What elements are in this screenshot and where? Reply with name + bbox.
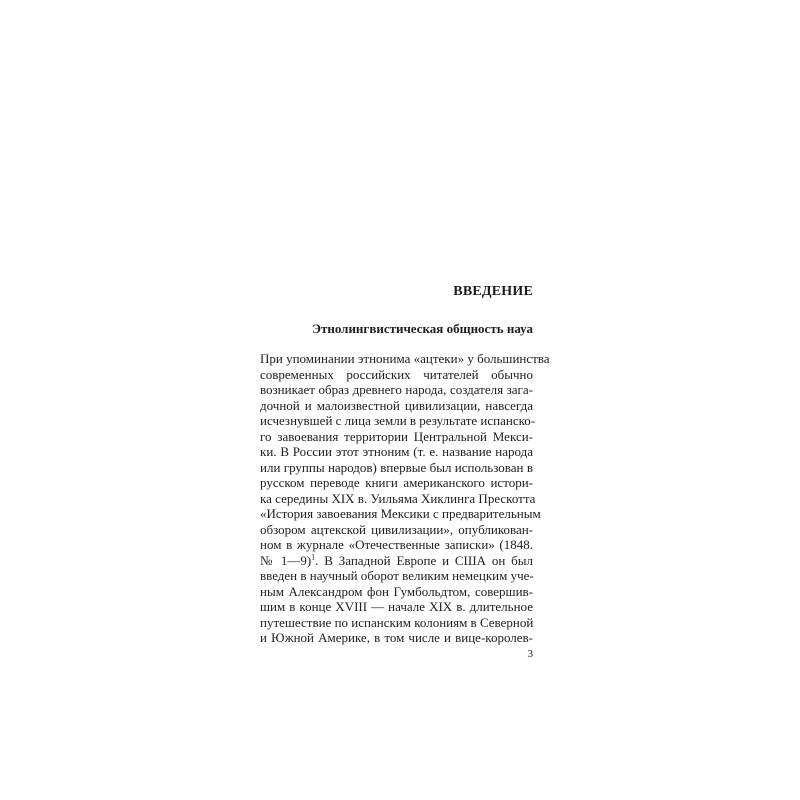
text-line: шим в конце XVIII — начале XIX в. длительное [260, 599, 533, 614]
text-line: русском переводе книги американского истори- [260, 475, 533, 490]
text-segment: . В Западной Европе и США он был [315, 552, 533, 568]
text-segment: № 1—9) [260, 552, 312, 568]
chapter-title: ВВЕДЕНИЕ [453, 284, 533, 299]
text-line: «История завоевания Мексики с предварительным [260, 506, 541, 521]
text-line: исчезнувшей с лица земли в результате испанско- [260, 413, 536, 428]
text-line: введен в научный оборот великим немецким уче- [260, 568, 534, 583]
text-line: дочной и малоизвестной цивилизации, навсегда [260, 397, 533, 413]
body-paragraph [260, 351, 550, 646]
text-line: обзором ацтекской цивилизации», опубликован- [260, 521, 533, 537]
text-line: современных российских читателей обычно [260, 366, 533, 382]
footnote-mark: 1 [311, 552, 316, 562]
text-line: и Южной Америке, в том числе и вице-королев- [260, 630, 533, 645]
text-line: или группы народов) впервые был использован в [260, 459, 533, 475]
text-line: путешествие по испанским колониям в Северной [260, 614, 534, 630]
section-title: Этнолингвистическая общность науа [312, 321, 533, 336]
text-line: ном в журнале «Отечественные записки» (1848. [260, 537, 533, 552]
text-line: При упоминании этнонима «ацтеки» у большинства [260, 351, 550, 366]
text-line: ка середины XIX в. Уильяма Хиклинга Прескотта [260, 490, 536, 506]
text-line: возникает образ древнего народа, создателя зага- [260, 382, 533, 397]
text-line-with-footnote [260, 553, 533, 569]
text-line: ным Александром фон Гумбольдтом, совершив- [260, 583, 533, 599]
text-line: го завоевания территории Центральной Мекси- [260, 428, 533, 444]
text-line: ки. В России этот этноним (т. е. название народа [260, 444, 533, 459]
page-number: 3 [527, 648, 533, 660]
